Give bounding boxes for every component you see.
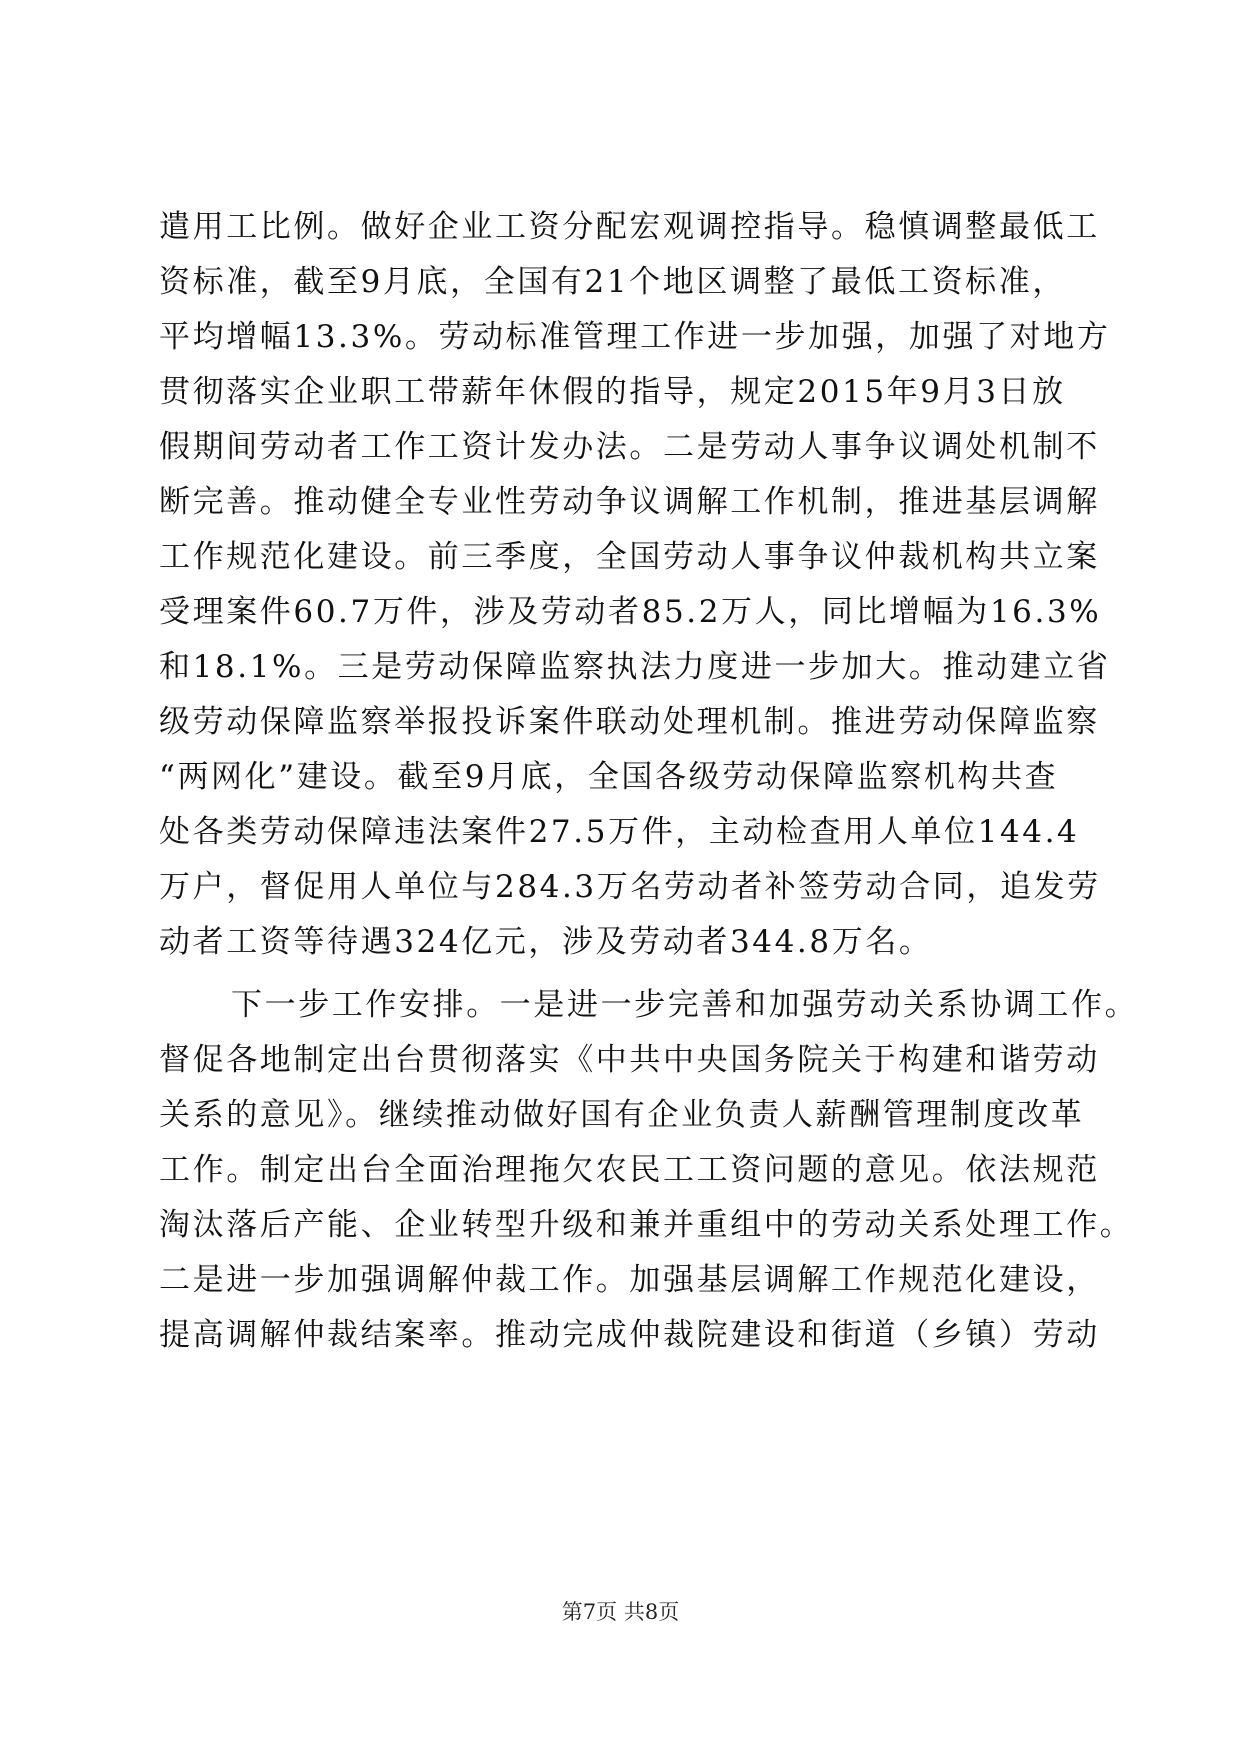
body-text-line: 假期间劳动者工作工资计发办法。二是劳动人事争议调处机制不 — [159, 429, 1100, 465]
body-text-line: 受理案件60.7万件，涉及劳动者85.2万人，同比增幅为16.3% — [159, 594, 1102, 630]
paragraph-first-line: 下一步工作安排。一是进一步完善和加强劳动关系协调工作。 — [231, 987, 1139, 1023]
body-text-line: 提高调解仲裁结案率。推动完成仲裁院建设和街道（乡镇）劳动 — [159, 1317, 1100, 1353]
body-text-line: 处各类劳动保障违法案件27.5万件，主动检查用人单位144.4 — [159, 814, 1080, 850]
body-text-line: 贯彻落实企业职工带薪年休假的指导，规定2015年9月3日放 — [159, 374, 1066, 410]
body-text-line: 督促各地制定出台贯彻落实《中共中央国务院关于构建和谐劳动 — [159, 1042, 1100, 1078]
body-text-line: 万户，督促用人单位与284.3万名劳动者补签劳动合同，追发劳 — [159, 869, 1101, 905]
body-text-line: 断完善。推动健全专业性劳动争议调解工作机制，推进基层调解 — [159, 484, 1100, 520]
body-text-line: 平均增幅13.3%。劳动标准管理工作进一步加强，加强了对地方 — [159, 319, 1111, 355]
page-number-footer: 第7页 共8页 — [561, 1600, 680, 1624]
body-text-line: 工作规范化建设。前三季度，全国劳动人事争议仲裁机构共立案 — [159, 539, 1100, 575]
body-text-line: 淘汰落后产能、企业转型升级和兼并重组中的劳动关系处理工作。 — [159, 1207, 1134, 1243]
body-text-line: 资标准，截至9月底，全国有21个地区调整了最低工资标准， — [159, 264, 1066, 300]
body-text-line: 级劳动保障监察举报投诉案件联动处理机制。推进劳动保障监察 — [159, 704, 1100, 740]
body-text-line: 动者工资等待遇324亿元，涉及劳动者344.8万名。 — [159, 924, 933, 960]
body-text-line: 工作。制定出台全面治理拖欠农民工工资问题的意见。依法规范 — [159, 1152, 1100, 1188]
body-text-line: 和18.1%。三是劳动保障监察执法力度进一步加大。推动建立省 — [159, 649, 1111, 685]
body-text-line: 关系的意见》。继续推动做好国有企业负责人薪酬管理制度改革 — [159, 1097, 1085, 1133]
body-text-line: 遣用工比例。做好企业工资分配宏观调控指导。稳慎调整最低工 — [159, 209, 1100, 245]
body-text-line: 二是进一步加强调解仲裁工作。加强基层调解工作规范化建设， — [159, 1262, 1100, 1298]
body-text-line: “两网化”建设。截至9月底，全国各级劳动保障监察机构共查 — [159, 759, 1059, 795]
